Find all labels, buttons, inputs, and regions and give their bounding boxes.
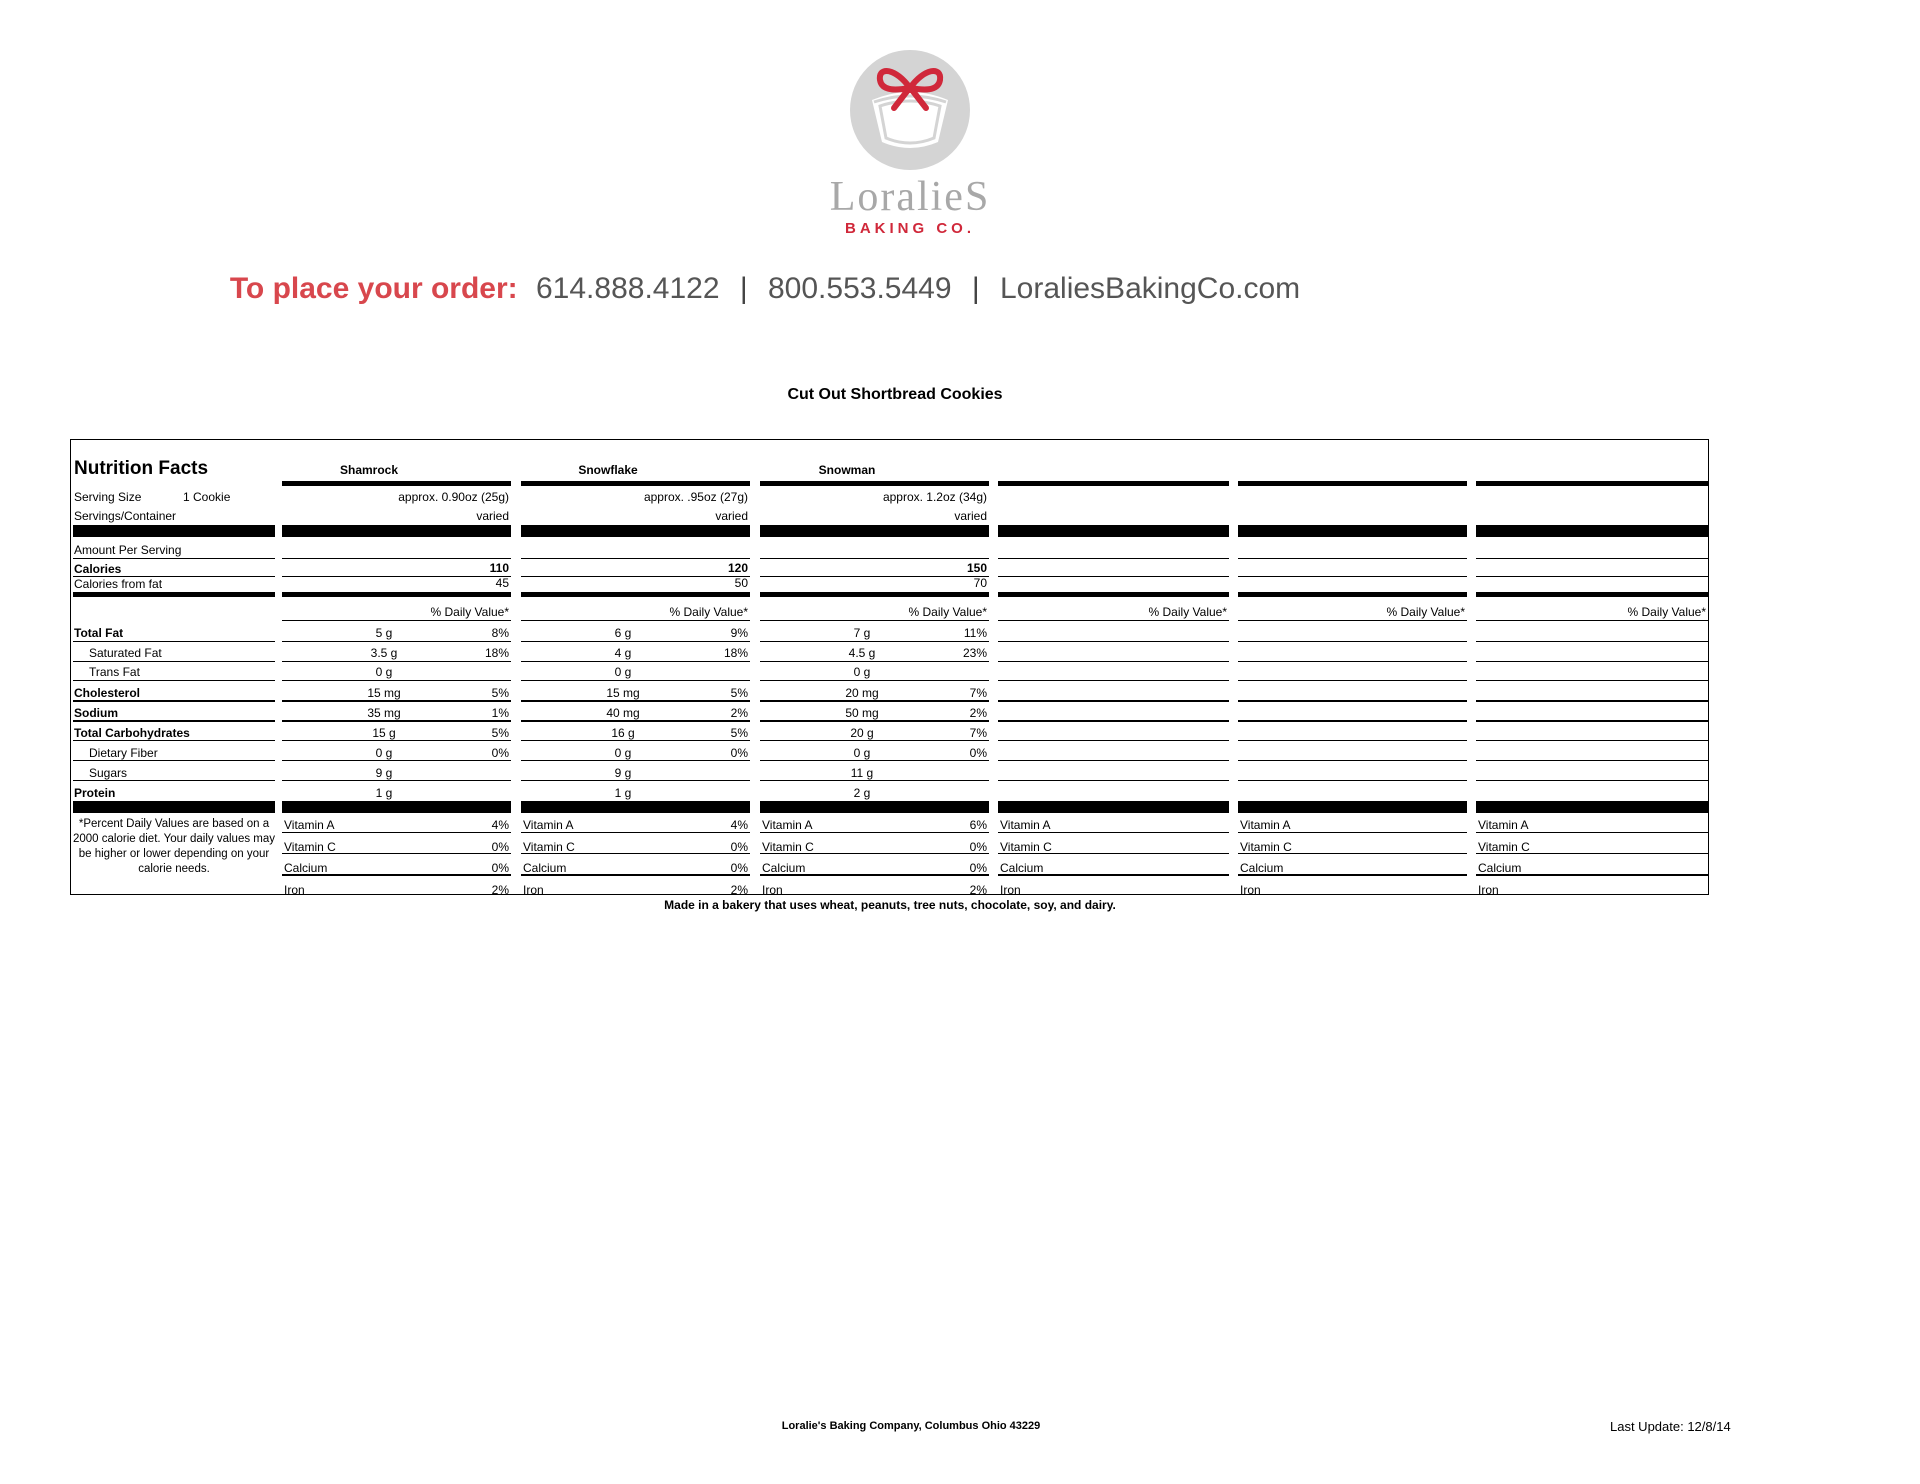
fiber-amount: 0 g bbox=[375, 746, 393, 760]
vitamin-c-value: 0% bbox=[491, 840, 509, 854]
protein-amount: 1 g bbox=[614, 786, 632, 800]
trans-fat-amount: 0 g bbox=[853, 665, 871, 679]
divider bbox=[282, 740, 511, 741]
separator: | bbox=[739, 272, 748, 305]
divider bbox=[1476, 558, 1708, 559]
saturated-fat-amount: 4.5 g bbox=[848, 646, 876, 660]
divider bbox=[760, 700, 989, 702]
divider bbox=[760, 801, 989, 813]
divider bbox=[760, 680, 989, 681]
divider bbox=[73, 641, 275, 642]
divider bbox=[282, 720, 511, 722]
divider bbox=[282, 558, 511, 559]
serving-size-value: approx. 1.2oz (34g) bbox=[882, 490, 987, 504]
divider bbox=[760, 525, 989, 537]
divider bbox=[521, 680, 750, 681]
divider bbox=[521, 832, 750, 833]
divider bbox=[1476, 700, 1708, 702]
calcium-label: Calcium bbox=[1240, 861, 1284, 875]
order-contact-line bbox=[0, 272, 1920, 306]
divider bbox=[998, 801, 1229, 813]
separator: | bbox=[971, 272, 980, 305]
vitamin-c-label: Vitamin C bbox=[284, 840, 336, 854]
calcium-value: 0% bbox=[969, 861, 987, 875]
divider bbox=[521, 780, 750, 781]
vitamin-a-label: Vitamin A bbox=[284, 818, 335, 832]
divider bbox=[998, 700, 1229, 702]
iron-value: 2% bbox=[730, 883, 748, 897]
vitamin-a-value: 4% bbox=[730, 818, 748, 832]
product-column-blank bbox=[1238, 440, 1467, 897]
daily-value-header: % Daily Value* bbox=[430, 605, 509, 619]
divider bbox=[998, 661, 1229, 662]
calcium-label: Calcium bbox=[1478, 861, 1522, 875]
vitamin-a-label: Vitamin A bbox=[1478, 818, 1529, 832]
total-fat-label: Total Fat bbox=[74, 626, 124, 640]
iron-value: 2% bbox=[491, 883, 509, 897]
vitamin-c-label: Vitamin C bbox=[1478, 840, 1530, 854]
iron-label: Iron bbox=[1478, 883, 1499, 897]
servings-value: varied bbox=[715, 509, 748, 523]
divider bbox=[1238, 661, 1467, 662]
divider bbox=[998, 592, 1229, 597]
sugars-amount: 9 g bbox=[375, 766, 393, 780]
product-column-snowman bbox=[760, 440, 989, 897]
divider bbox=[282, 620, 511, 621]
calcium-label: Calcium bbox=[284, 861, 328, 875]
cholesterol-label: Cholesterol bbox=[74, 686, 141, 700]
divider bbox=[1238, 740, 1467, 741]
phone-primary[interactable]: 614.888.4122 bbox=[536, 272, 720, 305]
divider bbox=[73, 525, 275, 537]
divider bbox=[1476, 740, 1708, 741]
divider bbox=[521, 720, 750, 722]
divider bbox=[998, 641, 1229, 642]
iron-label: Iron bbox=[523, 883, 544, 897]
trans-fat-amount: 0 g bbox=[614, 665, 632, 679]
servings-value: varied bbox=[954, 509, 987, 523]
divider bbox=[1476, 780, 1708, 781]
carbohydrates-daily-value: 7% bbox=[969, 726, 987, 740]
divider bbox=[998, 740, 1229, 741]
sodium-daily-value: 2% bbox=[969, 706, 987, 720]
divider bbox=[1476, 680, 1708, 681]
calcium-label: Calcium bbox=[1000, 861, 1044, 875]
iron-label: Iron bbox=[284, 883, 305, 897]
sodium-label: Sodium bbox=[74, 706, 118, 720]
calories-from-fat-label: Calories from fat bbox=[74, 577, 163, 591]
product-column-blank bbox=[1476, 440, 1708, 897]
divider bbox=[521, 661, 750, 662]
sugars-amount: 11 g bbox=[850, 766, 874, 780]
divider bbox=[1238, 525, 1467, 537]
divider bbox=[73, 801, 275, 813]
trans-fat-label: Trans Fat bbox=[89, 665, 140, 679]
carbohydrates-amount: 16 g bbox=[611, 726, 635, 740]
sodium-amount: 40 mg bbox=[606, 706, 640, 720]
iron-value: 2% bbox=[969, 883, 987, 897]
servings-value: varied bbox=[476, 509, 509, 523]
sodium-daily-value: 1% bbox=[491, 706, 509, 720]
daily-value-header: % Daily Value* bbox=[1148, 605, 1227, 619]
divider bbox=[760, 661, 989, 662]
sodium-amount: 50 mg bbox=[845, 706, 879, 720]
trans-fat-amount: 0 g bbox=[375, 665, 393, 679]
vitamin-c-label: Vitamin C bbox=[523, 840, 575, 854]
divider bbox=[73, 592, 275, 597]
daily-value-header: % Daily Value* bbox=[1386, 605, 1465, 619]
divider bbox=[760, 832, 989, 833]
allergen-notice: Made in a bakery that uses wheat, peanuts, tree nuts, chocolate, soy, and dairy. bbox=[664, 898, 1116, 912]
divider bbox=[73, 780, 275, 781]
vitamin-c-label: Vitamin C bbox=[762, 840, 814, 854]
divider bbox=[1238, 558, 1467, 559]
divider bbox=[1238, 700, 1467, 702]
cholesterol-amount: 15 mg bbox=[606, 686, 640, 700]
total-carbohydrates-label: Total Carbohydrates bbox=[74, 726, 190, 740]
product-column-snowflake bbox=[521, 440, 750, 897]
divider bbox=[521, 641, 750, 642]
brand-tagline: BAKING CO. bbox=[845, 220, 975, 237]
divider bbox=[282, 661, 511, 662]
calcium-label: Calcium bbox=[523, 861, 567, 875]
divider bbox=[521, 760, 750, 761]
divider bbox=[521, 740, 750, 741]
total-fat-amount: 5 g bbox=[375, 626, 393, 640]
divider bbox=[282, 832, 511, 833]
cholesterol-daily-value: 7% bbox=[969, 686, 987, 700]
cholesterol-amount: 20 mg bbox=[845, 686, 879, 700]
divider bbox=[1476, 525, 1708, 537]
vitamin-c-label: Vitamin C bbox=[1240, 840, 1292, 854]
divider bbox=[760, 641, 989, 642]
divider bbox=[1476, 720, 1708, 722]
divider bbox=[282, 700, 511, 702]
fiber-daily-value: 0% bbox=[730, 746, 748, 760]
divider bbox=[1238, 760, 1467, 761]
divider bbox=[1238, 592, 1467, 597]
divider bbox=[760, 760, 989, 761]
divider bbox=[282, 780, 511, 781]
divider bbox=[1476, 592, 1708, 597]
fiber-amount: 0 g bbox=[614, 746, 632, 760]
divider bbox=[1238, 641, 1467, 642]
vitamin-a-label: Vitamin A bbox=[1000, 818, 1051, 832]
divider bbox=[998, 481, 1229, 486]
cholesterol-daily-value: 5% bbox=[491, 686, 509, 700]
divider bbox=[760, 620, 989, 621]
divider bbox=[282, 801, 511, 813]
divider bbox=[760, 576, 989, 577]
divider bbox=[1476, 801, 1708, 813]
product-column-blank bbox=[998, 440, 1229, 897]
servings-container-label: Servings/Container bbox=[74, 509, 177, 523]
divider bbox=[998, 620, 1229, 621]
divider bbox=[998, 832, 1229, 833]
calories-value: 110 bbox=[489, 561, 509, 575]
vitamin-c-value: 0% bbox=[730, 840, 748, 854]
sugars-label: Sugars bbox=[89, 766, 128, 780]
divider bbox=[1238, 576, 1467, 577]
document-title: Cut Out Shortbread Cookies bbox=[787, 386, 1003, 403]
saturated-fat-daily-value: 18% bbox=[723, 646, 748, 660]
divider bbox=[282, 760, 511, 761]
total-fat-daily-value: 8% bbox=[491, 626, 509, 640]
order-label: To place your order: bbox=[229, 272, 518, 305]
divider bbox=[521, 558, 750, 559]
divider bbox=[998, 558, 1229, 559]
divider bbox=[521, 620, 750, 621]
divider bbox=[1238, 680, 1467, 681]
calcium-value: 0% bbox=[730, 861, 748, 875]
divider bbox=[760, 720, 989, 722]
divider bbox=[1476, 832, 1708, 833]
vitamin-a-value: 4% bbox=[491, 818, 509, 832]
daily-value-header: % Daily Value* bbox=[1627, 605, 1706, 619]
daily-value-header: % Daily Value* bbox=[908, 605, 987, 619]
divider bbox=[521, 525, 750, 537]
divider bbox=[1476, 481, 1708, 486]
carbohydrates-amount: 15 g bbox=[372, 726, 396, 740]
protein-amount: 2 g bbox=[853, 786, 871, 800]
divider bbox=[998, 525, 1229, 537]
divider bbox=[282, 525, 511, 537]
daily-value-header: % Daily Value* bbox=[669, 605, 748, 619]
carbohydrates-daily-value: 5% bbox=[730, 726, 748, 740]
product-name: Shamrock bbox=[339, 463, 399, 477]
cholesterol-daily-value: 5% bbox=[730, 686, 748, 700]
divider bbox=[73, 700, 275, 702]
calories-label: Calories bbox=[74, 562, 122, 576]
divider bbox=[1476, 620, 1708, 621]
total-fat-daily-value: 11% bbox=[963, 626, 987, 640]
divider bbox=[73, 661, 275, 662]
serving-size-label: Serving Size bbox=[74, 490, 142, 504]
divider bbox=[1238, 780, 1467, 781]
divider bbox=[1238, 801, 1467, 813]
divider bbox=[73, 558, 275, 559]
sugars-amount: 9 g bbox=[614, 766, 632, 780]
calories-value: 150 bbox=[966, 561, 987, 575]
vitamin-a-label: Vitamin A bbox=[762, 818, 813, 832]
divider bbox=[73, 740, 275, 741]
company-address: Loralie's Baking Company, Columbus Ohio 43229 bbox=[781, 1420, 1041, 1432]
divider bbox=[73, 680, 275, 681]
cholesterol-amount: 15 mg bbox=[367, 686, 401, 700]
sodium-amount: 35 mg bbox=[367, 706, 401, 720]
divider bbox=[521, 592, 750, 597]
calcium-value: 0% bbox=[491, 861, 509, 875]
divider bbox=[760, 740, 989, 741]
cupcake-bow-icon bbox=[850, 50, 970, 170]
website-link[interactable]: LoraliesBakingCo.com bbox=[1000, 272, 1301, 305]
product-name: Snowflake bbox=[578, 463, 638, 477]
carbohydrates-daily-value: 5% bbox=[491, 726, 509, 740]
divider bbox=[760, 558, 989, 559]
divider bbox=[521, 576, 750, 577]
divider bbox=[1476, 661, 1708, 662]
divider bbox=[760, 592, 989, 597]
divider bbox=[73, 720, 275, 722]
divider bbox=[73, 760, 275, 761]
calories-from-fat-value: 50 bbox=[734, 576, 748, 590]
divider bbox=[1238, 832, 1467, 833]
fiber-daily-value: 0% bbox=[969, 746, 987, 760]
total-fat-amount: 6 g bbox=[614, 626, 632, 640]
divider bbox=[760, 481, 989, 486]
divider bbox=[1476, 760, 1708, 761]
calories-from-fat-value: 70 bbox=[973, 576, 987, 590]
carbohydrates-amount: 20 g bbox=[850, 726, 874, 740]
protein-amount: 1 g bbox=[375, 786, 393, 800]
vitamin-c-label: Vitamin C bbox=[1000, 840, 1052, 854]
divider bbox=[282, 641, 511, 642]
divider bbox=[282, 481, 511, 486]
serving-size-value: 1 Cookie bbox=[183, 490, 231, 504]
serving-size-value: approx. 0.90oz (25g) bbox=[398, 490, 509, 504]
saturated-fat-amount: 3.5 g bbox=[370, 646, 398, 660]
fiber-amount: 0 g bbox=[853, 746, 871, 760]
saturated-fat-label: Saturated Fat bbox=[89, 646, 162, 660]
saturated-fat-amount: 4 g bbox=[614, 646, 632, 660]
vitamin-a-label: Vitamin A bbox=[1240, 818, 1291, 832]
vitamin-a-label: Vitamin A bbox=[523, 818, 574, 832]
divider bbox=[1238, 620, 1467, 621]
divider bbox=[998, 780, 1229, 781]
calories-value: 120 bbox=[727, 561, 748, 575]
divider bbox=[760, 780, 989, 781]
vitamin-c-value: 0% bbox=[969, 840, 987, 854]
divider bbox=[998, 576, 1229, 577]
iron-label: Iron bbox=[1240, 883, 1261, 897]
divider bbox=[1238, 720, 1467, 722]
product-column-shamrock bbox=[282, 440, 511, 897]
calcium-label: Calcium bbox=[762, 861, 806, 875]
divider bbox=[998, 680, 1229, 681]
iron-label: Iron bbox=[762, 883, 783, 897]
saturated-fat-daily-value: 23% bbox=[962, 646, 987, 660]
divider bbox=[282, 680, 511, 681]
daily-value-footnote: *Percent Daily Values are based on a 2000 calorie diet. Your daily values may be higher or lower depending on your calorie needs. bbox=[73, 818, 276, 875]
divider bbox=[998, 760, 1229, 761]
phone-toll-free[interactable]: 800.553.5449 bbox=[768, 272, 952, 305]
nutrition-facts-panel bbox=[70, 439, 1709, 895]
divider bbox=[1476, 641, 1708, 642]
product-name: Snowman bbox=[818, 463, 876, 477]
protein-label: Protein bbox=[74, 786, 116, 800]
sodium-daily-value: 2% bbox=[730, 706, 748, 720]
saturated-fat-daily-value: 18% bbox=[484, 646, 509, 660]
divider bbox=[998, 720, 1229, 722]
brand-logo bbox=[800, 50, 1020, 238]
amount-per-serving-label: Amount Per Serving bbox=[74, 543, 182, 557]
total-fat-amount: 7 g bbox=[853, 626, 871, 640]
divider bbox=[521, 700, 750, 702]
total-fat-daily-value: 9% bbox=[730, 626, 748, 640]
divider bbox=[521, 481, 750, 486]
divider bbox=[1476, 576, 1708, 577]
brand-name: LoralieS bbox=[829, 174, 991, 220]
divider bbox=[1238, 481, 1467, 486]
divider bbox=[282, 592, 511, 597]
last-update: Last Update: 12/8/14 bbox=[1610, 1419, 1731, 1434]
vitamin-a-value: 6% bbox=[969, 818, 987, 832]
serving-size-value: approx. .95oz (27g) bbox=[643, 490, 748, 504]
calories-from-fat-value: 45 bbox=[495, 576, 509, 590]
dietary-fiber-label: Dietary Fiber bbox=[89, 746, 158, 760]
divider bbox=[521, 801, 750, 813]
divider bbox=[282, 576, 511, 577]
iron-label: Iron bbox=[1000, 883, 1021, 897]
fiber-daily-value: 0% bbox=[491, 746, 509, 760]
nutrition-facts-title: Nutrition Facts bbox=[74, 458, 209, 479]
